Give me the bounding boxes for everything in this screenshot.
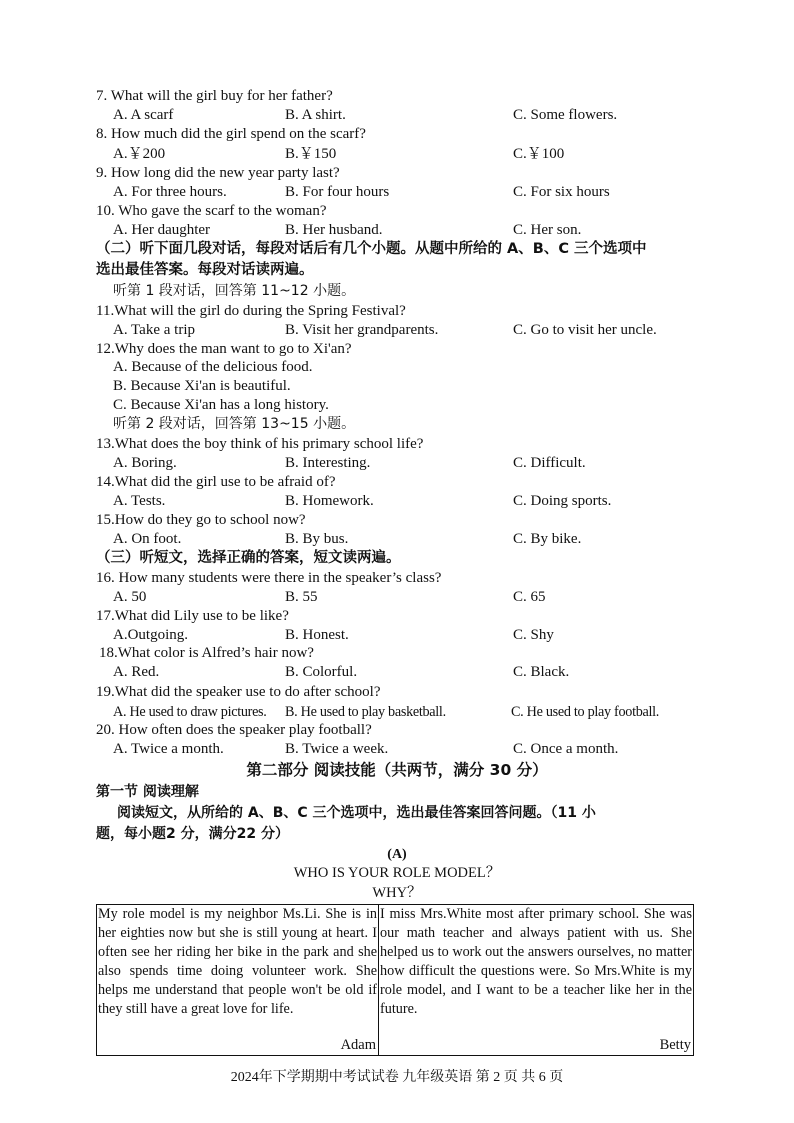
- question-15-option-b: B. By bus.: [285, 531, 349, 547]
- question-14-stem: 14.What did the girl use to be afraid of?: [96, 474, 336, 490]
- question-20-option-c: C. Once a month.: [513, 741, 619, 757]
- signature-adam: Adam: [340, 1037, 376, 1053]
- question-8-option-a: A.￥200: [113, 146, 166, 162]
- question-8-option-b: B.￥150: [285, 146, 337, 162]
- question-7-option-b: B. A shirt.: [285, 107, 346, 123]
- question-10-option-b: B. Her husband.: [285, 222, 383, 238]
- question-20-option-a: A. Twice a month.: [113, 741, 224, 757]
- question-9-option-b: B. For four hours: [285, 184, 390, 200]
- question-12-option-b: B. Because Xi'an is beautiful.: [113, 378, 291, 394]
- question-10-stem: 10. Who gave the scarf to the woman?: [96, 203, 327, 219]
- section-2-instructions-line2: 选出最佳答案。每段对话读两遍。: [96, 262, 314, 278]
- passage-text-adam: My role model is my neighbor Ms.Li. She is in her eighties now but she is still young at heart. I often see her riding her bike in the park and she also spends time doing volunteer work. She helps me understand that people won't be old if they still have a great love for life.: [98, 906, 377, 1017]
- question-18-option-a: A. Red.: [113, 664, 160, 680]
- question-16-stem: 16. How many students were there in the speaker’s class?: [96, 570, 442, 586]
- question-19-stem: 19.What did the speaker use to do after school?: [96, 684, 381, 700]
- question-17-option-b: B. Honest.: [285, 627, 349, 643]
- question-14-option-c: C. Doing sports.: [513, 493, 612, 509]
- passage-text-betty: I miss Mrs.White most after primary school. She was our math teacher and always patient with us. She helped us to work out the answers ourselves, no matter how difficult the questions were. So Mrs.White is my role model, and I want to be a teacher like her in the future.: [380, 906, 692, 1017]
- question-9-stem: 9. How long did the new year party last?: [96, 165, 340, 181]
- question-10-option-c: C. Her son.: [513, 222, 582, 238]
- question-12-stem: 12.Why does the man want to go to Xi'an?: [96, 341, 352, 357]
- question-11-option-b: B. Visit her grandparents.: [285, 322, 439, 338]
- question-7-option-a: A. A scarf: [113, 107, 174, 123]
- page-footer: 2024年下学期期中考试试卷 九年级英语 第 2 页 共 6 页: [230, 1070, 564, 1085]
- reading-instructions-line2: 题，每小题2 分，满分22 分）: [96, 826, 289, 842]
- question-8-option-c: C.￥100: [513, 146, 565, 162]
- question-18-stem: 18.What color is Alfred’s hair now?: [99, 645, 314, 661]
- passage-cell-betty: [379, 905, 693, 1055]
- signature-betty: Betty: [659, 1037, 691, 1053]
- passage-subtitle: WHY？: [372, 885, 422, 901]
- dialog-2-instruction: 听第 2 段对话，回答第 13~15 小题。: [113, 416, 356, 432]
- question-15-stem: 15.How do they go to school now?: [96, 512, 306, 528]
- question-17-option-c: C. Shy: [513, 627, 554, 643]
- question-17-option-a: A.Outgoing.: [113, 627, 188, 643]
- question-15-option-a: A. On foot.: [113, 531, 182, 547]
- part-2-title: 第二部分 阅读技能（共两节，满分 30 分）: [246, 761, 548, 779]
- section-2-instructions-line1: （二）听下面几段对话，每段对话后有几个小题。从题中所给的 A、B、C 三个选项中: [96, 241, 647, 257]
- dialog-1-instruction: 听第 1 段对话，回答第 11~12 小题。: [113, 283, 356, 299]
- section-3-instructions: （三）听短文，选择正确的答案，短文读两遍。: [96, 550, 401, 566]
- question-18-option-c: C. Black.: [513, 664, 570, 680]
- passage-cell-adam: [97, 905, 379, 1055]
- question-19-option-a: A. He used to draw pictures.: [113, 704, 267, 720]
- question-12-option-a: A. Because of the delicious food.: [113, 359, 313, 375]
- passage-table: [96, 904, 694, 1056]
- question-11-option-a: A. Take a trip: [113, 322, 195, 338]
- question-13-option-b: B. Interesting.: [285, 455, 371, 471]
- question-8-stem: 8. How much did the girl spend on the scarf?: [96, 126, 366, 142]
- section-1-label: 第一节 阅读理解: [96, 784, 199, 800]
- question-19-option-c: C. He used to play football.: [511, 704, 660, 720]
- question-10-option-a: A. Her daughter: [113, 222, 211, 238]
- question-20-option-b: B. Twice a week.: [285, 741, 389, 757]
- question-15-option-c: C. By bike.: [513, 531, 582, 547]
- question-11-stem: 11.What will the girl do during the Spring Festival?: [96, 303, 406, 319]
- reading-instructions-line1: 阅读短文，从所给的 A、B、C 三个选项中，选出最佳答案回答问题。（11 小: [117, 805, 596, 821]
- question-13-option-a: A. Boring.: [113, 455, 177, 471]
- question-16-option-b: B. 55: [285, 589, 318, 605]
- question-7-option-c: C. Some flowers.: [513, 107, 618, 123]
- question-9-option-c: C. For six hours: [513, 184, 610, 200]
- question-9-option-a: A. For three hours.: [113, 184, 227, 200]
- question-13-option-c: C. Difficult.: [513, 455, 586, 471]
- question-17-stem: 17.What did Lily use to be like?: [96, 608, 289, 624]
- question-18-option-b: B. Colorful.: [285, 664, 358, 680]
- question-16-option-a: A. 50: [113, 589, 147, 605]
- question-20-stem: 20. How often does the speaker play football?: [96, 722, 372, 738]
- question-11-option-c: C. Go to visit her uncle.: [513, 322, 657, 338]
- question-13-stem: 13.What does the boy think of his primary school life?: [96, 436, 424, 452]
- passage-title: WHO IS YOUR ROLE MODEL？: [293, 865, 501, 881]
- question-14-option-a: A. Tests.: [113, 493, 166, 509]
- question-12-option-c: C. Because Xi'an has a long history.: [113, 397, 329, 413]
- question-19-option-b: B. He used to play basketball.: [285, 704, 446, 720]
- question-7-stem: 7. What will the girl buy for her father?: [96, 88, 333, 104]
- passage-label: (A): [387, 847, 407, 862]
- question-16-option-c: C. 65: [513, 589, 546, 605]
- question-14-option-b: B. Homework.: [285, 493, 374, 509]
